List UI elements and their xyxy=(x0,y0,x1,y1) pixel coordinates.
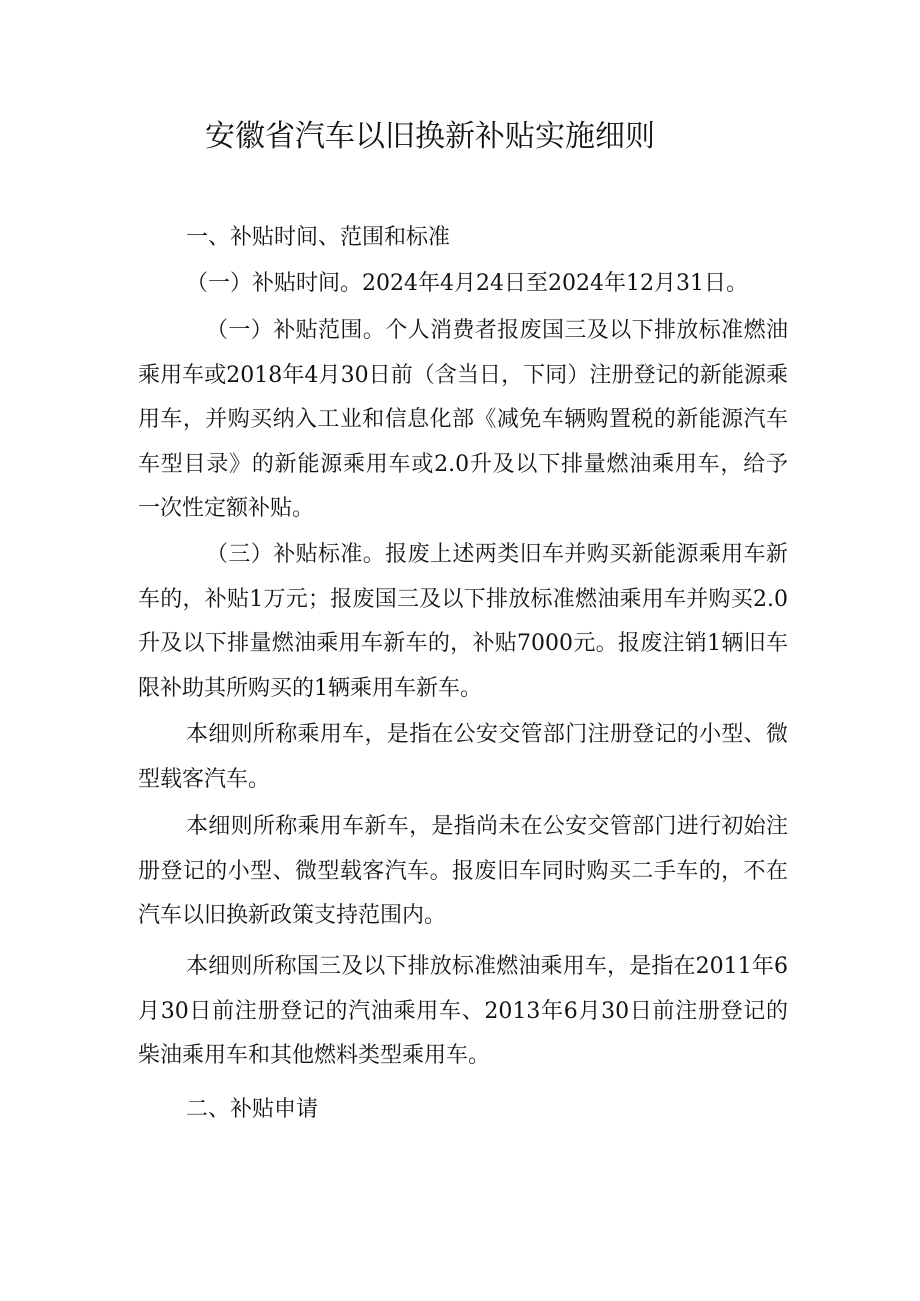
paragraph-definition-guosan: 本细则所称国三及以下排放标准燃油乘用车，是指在2011年6月30日前注册登记的汽油乘用车、2013年6月30日前注册登记的柴油乘用车和其他燃料类型乘用车。 xyxy=(138,954,788,1068)
paragraph-subsidy-scope: （一）补贴范围。个人消费者报废国三及以下排放标准燃油乘用车或2018年4月30日前（含当日，下同）注册登记的新能源乘用车，并购买纳入工业和信息化部《减免车辆购置税的新能源汽车车型目录》的新能源乘用车或2.0升及以下排量燃油乘用车，给予一次性定额补贴。 xyxy=(138,318,788,521)
paragraph-subsidy-standard: （三）补贴标准。报废上述两类旧车并购买新能源乘用车新车的，补贴1万元；报废国三及以下排放标准燃油乘用车并购买2.0升及以下排量燃油乘用车新车的，补贴7000元。报废注销1辆旧车限补助其所购买的1辆乘用车新车。 xyxy=(138,542,788,701)
section-heading-2: 二、补贴申请 xyxy=(186,1097,319,1122)
paragraph-subsidy-time: （一）补贴时间。2024年4月24日至2024年12月31日。 xyxy=(186,271,748,296)
paragraph-definition-new-car: 本细则所称乘用车新车，是指尚未在公安交管部门进行初始注册登记的小型、微型载客汽车。报废旧车同时购买二手车的，不在汽车以旧换新政策支持范围内。 xyxy=(138,814,788,928)
paragraph-definition-passenger-car: 本细则所称乘用车，是指在公安交管部门注册登记的小型、微型载客汽车。 xyxy=(138,722,788,792)
document-title: 安徽省汽车以旧换新补贴实施细则 xyxy=(205,119,655,154)
section-heading-1: 一、补贴时间、范围和标准 xyxy=(186,225,451,250)
